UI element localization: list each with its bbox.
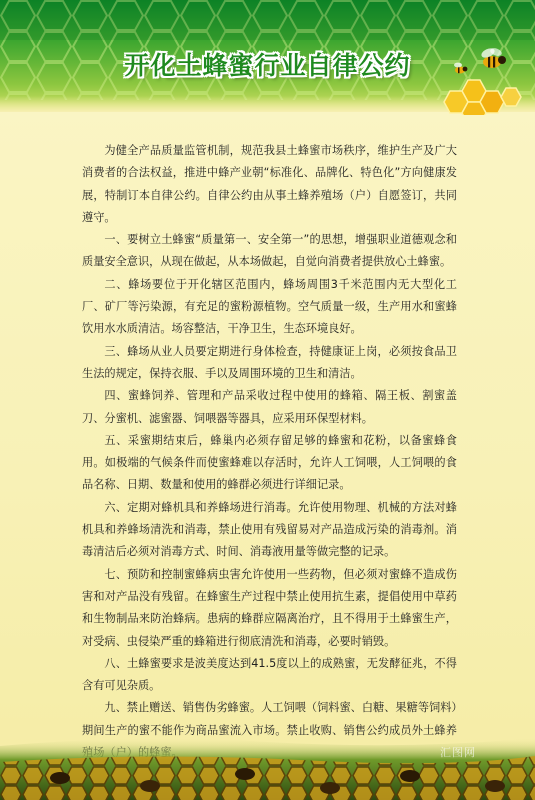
intro-paragraph: 为健全产品质量监管机制，规范我县土蜂蜜市场秩序，维护生产及广大消费者的合法权益，推进中蜂产业朝“标准化、品牌化、特色化”方向健康发展，特制订本自律公约。自律公约由从事土蜂养殖场（户）自愿签订，共同遵守。 xyxy=(82,144,457,224)
honeycomb-bee-icon xyxy=(440,40,535,115)
article-9: 九、禁止赠送、销售伪劣蜂蜜。人工饲喂（饲料蜜、白糖、果糖等饲料）期间生产的蜜不能作为商品蜜流入市场。禁止收购、销售公约成员外土蜂养 xyxy=(82,701,457,737)
watermark: 汇图网 xyxy=(440,746,476,759)
article-5: 五、采蜜期结束后，蜂巢内必须存留足够的蜂蜜和花粉，以备蜜蜂食用。如极端的气候条件而使蜜蜂难以存活时，允许人工饲喂，人工饲喂的食品名称、日期、数量和使用的蜂群必须进行详细记录。 xyxy=(82,433,457,492)
bee-icon xyxy=(480,46,506,68)
article-6: 六、定期对蜂机具和养蜂场进行消毒。允许使用物理、机械的方法对蜂机具和养蜂场清洗和消毒，禁止使用有残留易对产品造成污染的消毒剂。消毒清洁后必须对消毒方式、时间、消毒液用量等做完整的记录。 xyxy=(82,500,457,559)
article-3: 三、蜂场从业人员要定期进行身体检查，持健康证上岗，必须按食品卫生法的规定，保持衣服、手以及周围环境的卫生和清洁。 xyxy=(82,344,457,380)
content-body xyxy=(82,140,457,800)
footer-honeycomb-image xyxy=(0,728,535,800)
article-8: 八、土蜂蜜要求是波美度达到41.5度以上的成熟蜜，无发酵征兆，不得含有可见杂质。 xyxy=(82,656,457,693)
article-1: 一、要树立土蜂蜜“质量第一、安全第一”的思想，增强职业道德观念和质量安全意识，从现在做起，从本场做起，自觉向消费者提供放心土蜂蜜。 xyxy=(82,233,457,269)
article-4: 四、蜜蜂饲养、管理和产品采收过程中使用的蜂箱、隔王板、割蜜盖刀、分蜜机、滤蜜器、饲喂器等器具，应采用环保型材料。 xyxy=(82,389,457,425)
page-title: 开化土蜂蜜行业自律公约 xyxy=(124,51,411,80)
article-2: 二、蜂场要位于开化辖区范围内，蜂场周围3千米范围内无大型化工厂、矿厂等污染源，有充足的蜜粉源植物。空气质量一级，生产用水和蜜蜂饮用水水质清洁。场容整洁，干净卫生，生态环境良好。 xyxy=(82,277,457,336)
article-7: 七、预防和控制蜜蜂病虫害允许使用一些药物，但必须对蜜蜂不造成伤害和对产品没有残留。在蜂蜜生产过程中禁止使用抗生素，提倡使用中草药和生物制品来防治蜂病。患病的蜂群应隔离治疗，且不得用于土蜂蜜生产，对受病、虫侵染严重的蜂箱进行彻底清洗和消毒，必要时销毁。 xyxy=(82,567,457,648)
